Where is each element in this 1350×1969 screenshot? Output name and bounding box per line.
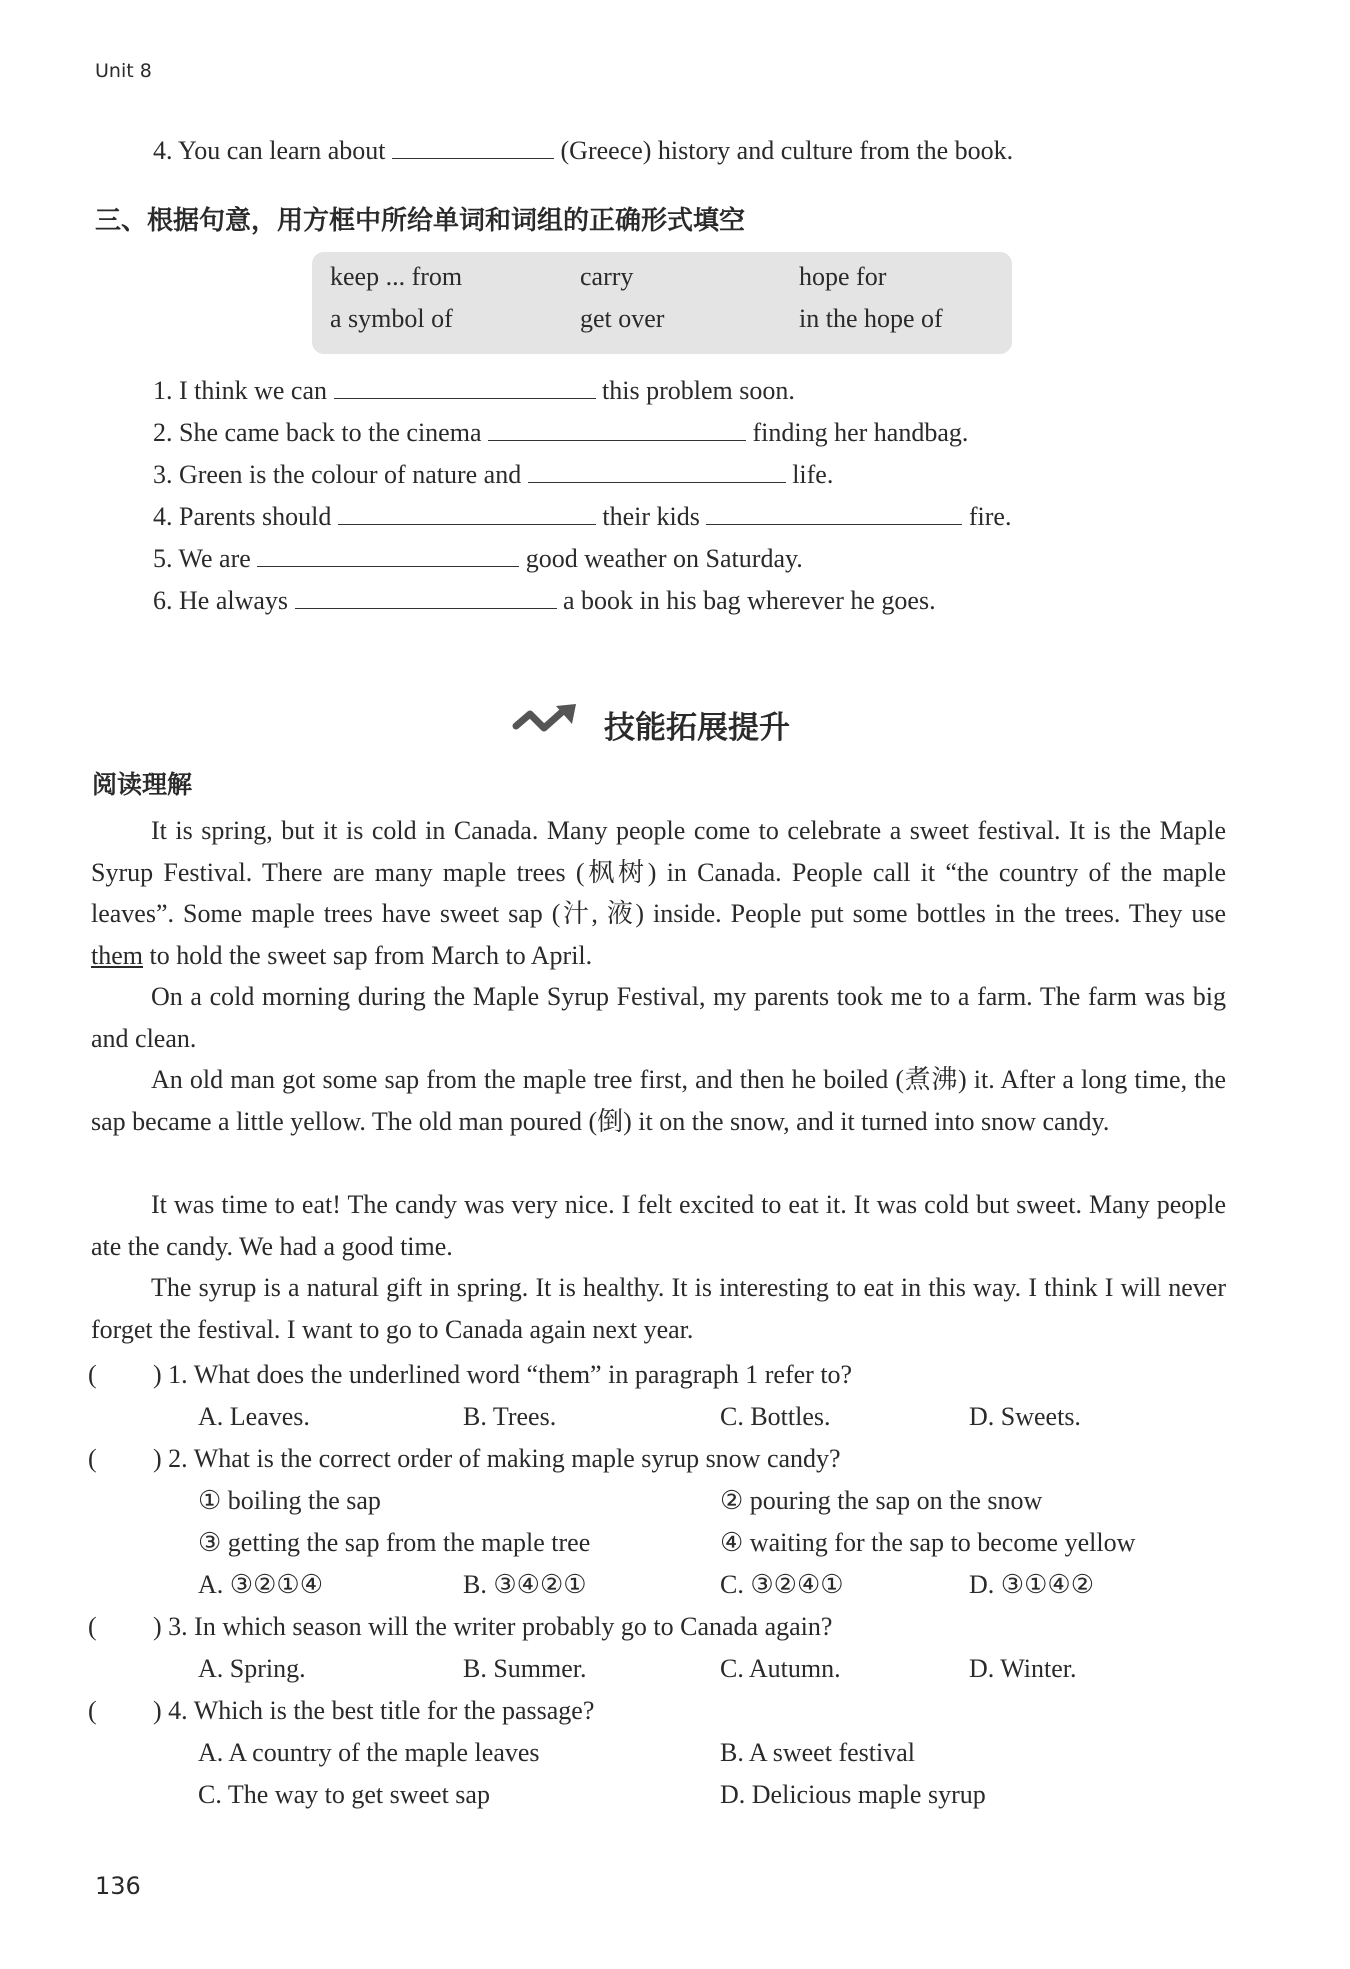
trend-arrow-icon — [512, 700, 582, 744]
reading-title: 阅读理解 — [92, 770, 193, 799]
option[interactable]: D. Delicious maple syrup — [720, 1780, 986, 1809]
passage-text: to hold the sweet sap from March to April. — [149, 940, 593, 970]
answer-paren[interactable]: ( — [88, 1696, 97, 1725]
step-item: ② pouring the sap on the snow — [720, 1486, 1043, 1515]
word-option: in the hope of — [799, 304, 943, 333]
option[interactable]: A. Spring. — [198, 1654, 306, 1683]
prev-item-4 — [153, 134, 1013, 168]
answer-blank[interactable] — [334, 376, 596, 399]
word-option: hope for — [799, 262, 887, 291]
question-4: ) 4. Which is the best title for the passage? — [153, 1696, 595, 1725]
word-option: keep ... from — [330, 262, 463, 291]
answer-paren[interactable]: ( — [88, 1444, 97, 1473]
prev-item-text-a: 4. You can learn about — [153, 136, 386, 165]
section-heading: 技能拓展提升 — [604, 710, 790, 746]
option[interactable]: D. Winter. — [969, 1654, 1077, 1683]
option[interactable]: B. A sweet festival — [720, 1738, 915, 1767]
prev-item-text-b: (Greece) history and culture from the book. — [560, 136, 1014, 165]
fill-text: a book in his bag wherever he goes. — [563, 586, 936, 615]
option[interactable]: B. Trees. — [463, 1402, 557, 1431]
fill-text: 5. We are — [153, 544, 251, 573]
passage-paragraph-5: The syrup is a natural gift in spring. It is healthy. It is interesting to eat in this way. I think I will never forget the festival. I want to go to Canada again next year. — [91, 1273, 1226, 1344]
answer-blank[interactable] — [528, 460, 786, 483]
fill-text: fire. — [968, 502, 1012, 531]
option[interactable]: A. Leaves. — [198, 1402, 310, 1431]
answer-blank[interactable] — [488, 418, 746, 441]
option[interactable]: C. Bottles. — [720, 1402, 831, 1431]
passage-text: It is spring, but it is cold in Canada. Many people come to celebrate a sweet festival. It is the Maple Syrup Festival. There are many maple trees (枫树) in Canada. People call it “the country of the maple leaves”. Some maple trees have sweet sap (汁, 液) inside. People put some bottles in the trees. They use — [91, 816, 1226, 928]
answer-blank[interactable] — [257, 544, 519, 567]
answer-paren[interactable]: ( — [88, 1612, 97, 1641]
passage-paragraph-1 — [91, 810, 1226, 976]
option[interactable]: B. ③④②① — [463, 1570, 587, 1599]
question-3: ) 3. In which season will the writer probably go to Canada again? — [153, 1612, 833, 1641]
fill-text: good weather on Saturday. — [525, 544, 803, 573]
step-item: ① boiling the sap — [198, 1486, 381, 1515]
unit-label: Unit 8 — [95, 60, 152, 82]
answer-blank[interactable] — [295, 586, 557, 609]
question-2: ) 2. What is the correct order of making maple syrup snow candy? — [153, 1444, 841, 1473]
word-box — [312, 252, 1012, 354]
step-item: ④ waiting for the sap to become yellow — [720, 1528, 1136, 1557]
fill-text: their kids — [602, 502, 700, 531]
option[interactable]: D. Sweets. — [969, 1402, 1081, 1431]
fill-text: this problem soon. — [602, 376, 795, 405]
passage-paragraph-3: An old man got some sap from the maple tree first, and then he boiled (煮沸) it. After a long time, the sap became a little yellow. The old man poured (倒) it on the snow, and it turned into snow candy. — [91, 1065, 1226, 1136]
fill-text: 6. He always — [153, 586, 289, 615]
fill-text: finding her handbag. — [752, 418, 969, 447]
word-option: a symbol of — [330, 304, 453, 333]
step-item: ③ getting the sap from the maple tree — [198, 1528, 591, 1557]
fill-item-6 — [153, 584, 936, 618]
answer-blank[interactable] — [706, 502, 962, 525]
page-number: 136 — [95, 1872, 141, 1900]
fill-text: 3. Green is the colour of nature and — [153, 460, 522, 489]
fill-text: 2. She came back to the cinema — [153, 418, 482, 447]
fill-item-4 — [153, 500, 1011, 534]
option[interactable]: B. Summer. — [463, 1654, 587, 1683]
fill-text: 1. I think we can — [153, 376, 328, 405]
answer-blank[interactable] — [338, 502, 596, 525]
fill-text: life. — [792, 460, 834, 489]
passage-paragraph-4: It was time to eat! The candy was very nice. I felt excited to eat it. It was cold but sweet. Many people ate the candy. We had a good time. — [91, 1190, 1226, 1261]
option[interactable]: C. The way to get sweet sap — [198, 1780, 490, 1809]
option[interactable]: A. A country of the maple leaves — [198, 1738, 540, 1767]
fill-item-5 — [153, 542, 803, 576]
answer-blank[interactable] — [392, 136, 554, 159]
word-option: get over — [580, 304, 665, 333]
fill-text: 4. Parents should — [153, 502, 332, 531]
passage-paragraph-2: On a cold morning during the Maple Syrup Festival, my parents took me to a farm. The farm was big and clean. — [91, 982, 1226, 1053]
answer-paren[interactable]: ( — [88, 1360, 97, 1389]
option[interactable]: A. ③②①④ — [198, 1570, 324, 1599]
option[interactable]: C. Autumn. — [720, 1654, 841, 1683]
underlined-word: them — [91, 940, 143, 970]
question-1: ) 1. What does the underlined word “them” in paragraph 1 refer to? — [153, 1360, 853, 1389]
word-option: carry — [580, 262, 634, 291]
fill-item-2 — [153, 416, 968, 450]
fill-item-1 — [153, 374, 795, 408]
section-title: 三、根据句意，用方框中所给单词和词组的正确形式填空 — [95, 206, 746, 236]
fill-item-3 — [153, 458, 833, 492]
option[interactable]: D. ③①④② — [969, 1570, 1095, 1599]
option[interactable]: C. ③②④① — [720, 1570, 844, 1599]
